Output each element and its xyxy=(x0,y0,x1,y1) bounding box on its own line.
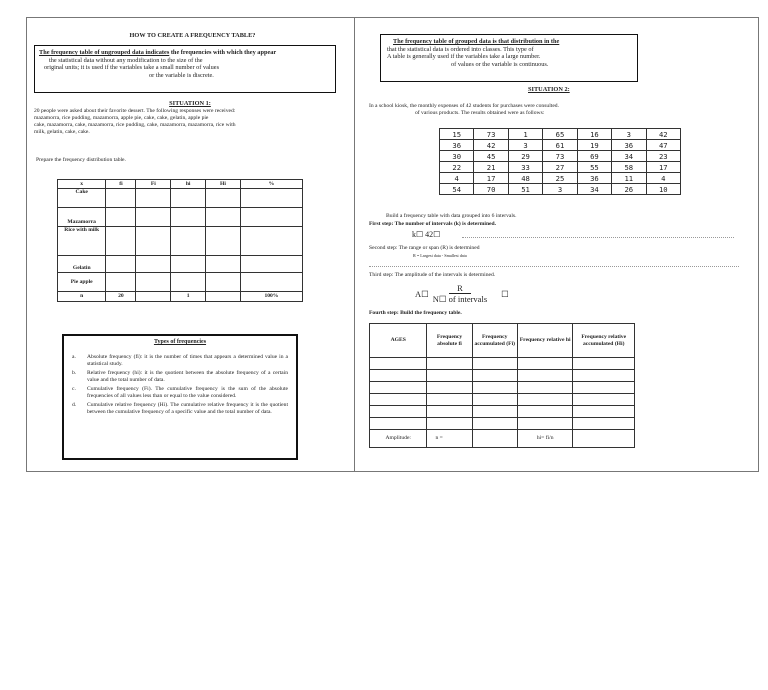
types-title: Types of frequencies xyxy=(153,339,207,345)
header-accumulated-Fi: Frequency accumulated (Fi) xyxy=(472,324,517,358)
situation1-heading: SITUATION 1: xyxy=(169,100,211,107)
amplitude-formula xyxy=(415,283,509,305)
situation1-line3: cake, mazamorra, cake, mazamorra, rice pudding, cake, mazamorra, mazamorra, rice with xyxy=(34,122,236,128)
amplitude-fraction xyxy=(433,283,487,305)
grouped-definition-box xyxy=(380,34,638,82)
grouped-definition-line2: that the statistical data is ordered into classes. This type of xyxy=(387,45,534,53)
ungrouped-definition-line4: or the variable is discrete. xyxy=(149,71,214,79)
k-answer-line xyxy=(462,237,734,238)
range-note: R = Largest data - Smallest data xyxy=(413,253,467,258)
header-percent: % xyxy=(240,180,302,189)
first-step: First step: The number of intervals (k) is determined. xyxy=(369,221,497,227)
amplitude-numerator: R xyxy=(449,283,471,294)
header-x: x xyxy=(58,180,106,189)
header-fi: fi xyxy=(106,180,136,189)
footer-n: n = xyxy=(427,430,472,448)
dessert-frequency-table xyxy=(57,179,303,302)
header-ages: AGES xyxy=(370,324,427,358)
list-item: a. Absolute frequency (fi): it is the number of times that appears a determined value in a statistical study. xyxy=(72,354,288,367)
header-relative-accumulated-Hi: Frequency relative accumulated (Hi) xyxy=(573,324,635,358)
situation2-text xyxy=(369,103,729,117)
types-list xyxy=(72,354,288,416)
grouped-definition-lead: The frequency table of grouped data is that distribution in the xyxy=(393,38,560,45)
row-label-rice-with-milk: Rice with milk xyxy=(58,227,106,256)
situation2-line2: of various products. The results obtained were as follows: xyxy=(415,110,545,116)
worksheet-title: HOW TO CREATE A FREQUENCY TABLE? xyxy=(129,32,256,39)
column-divider xyxy=(354,17,355,472)
k-formula: k☐ 42☐ xyxy=(412,230,441,239)
second-step: Second step: The range or span (R) is determined xyxy=(369,245,480,251)
situation1-line2: mazamorra, rice pudding, mazamorra, apple pie, cake, cake, gelatin, apple pie xyxy=(34,115,209,121)
header-Hi: Hi xyxy=(206,180,241,189)
range-answer-line xyxy=(369,266,739,267)
ungrouped-definition-lead: The frequency table of ungrouped data indicates xyxy=(39,49,170,56)
row-label-cake: Cake xyxy=(58,189,106,208)
total-hi: 1 xyxy=(171,292,206,302)
ungrouped-definition-box xyxy=(34,45,336,93)
list-item: c. Cumulative frequency (Fi). The cumulative frequency is the sum of the absolute frequencies of all values less than or equal to the value considered. xyxy=(72,386,288,399)
list-item: b. Relative frequency (hi): it is the quotient between the absolute frequency of a certain value and the total number of data. xyxy=(72,370,288,383)
types-of-frequencies-box xyxy=(62,334,298,460)
ungrouped-definition-rest: the frequencies with which they appear xyxy=(169,49,277,56)
total-label: n xyxy=(58,292,106,302)
situation1-line4: milk, gelatin, cake, cake. xyxy=(34,129,90,135)
amplitude-a: A☐ xyxy=(415,288,429,299)
situation2-line1: In a school kiosk, the monthly expenses of 42 students for purchases were consulted. xyxy=(369,103,559,109)
amplitude-denominator: N☐ of intervals xyxy=(432,294,488,304)
amplitude-label: Amplitude: xyxy=(370,430,427,448)
build-instruction: Build a frequency table with data grouped into 6 intervals. xyxy=(386,213,517,219)
footer-hi: hi= fi/n xyxy=(517,430,573,448)
header-relative-hi: Frequency relative hi xyxy=(517,324,573,358)
situation2-heading: SITUATION 2: xyxy=(528,86,570,93)
situation1-line1: 20 people were asked about their favorite dessert. The following responses were received: xyxy=(34,108,236,114)
grouped-definition-line4: of values or the variable is continuous. xyxy=(451,60,549,68)
total-percent: 100% xyxy=(240,292,302,302)
situation1-instruction: Prepare the frequency distribution table. xyxy=(36,157,126,163)
amplitude-result-box: ☐ xyxy=(501,288,509,299)
total-fi: 20 xyxy=(106,292,136,302)
header-hi: hi xyxy=(171,180,206,189)
fourth-step: Fourth step: Build the frequency table. xyxy=(369,310,462,316)
header-Fi: Fi xyxy=(136,180,171,189)
expenses-data-grid: 15 73 1 65 16 3 42 36 42 3 61 19 36 47 30 45 29 73 69 34 23 22 21 33 27 55 58 17 4 17 48 25 36 11 4 54 70 51 3 34 26 10 xyxy=(439,128,681,195)
row-label-gelatin: Gelatin xyxy=(58,256,106,273)
grouped-definition-line3: A table is generally used if the variables take a large number. xyxy=(387,53,541,61)
grouped-frequency-table xyxy=(369,323,635,448)
row-label-mazamorra: Mazamorra xyxy=(58,208,106,227)
ungrouped-definition-line2: the statistical data without any modification to the size of the xyxy=(49,56,203,64)
third-step: Third step: The amplitude of the intervals is determined. xyxy=(369,272,496,278)
list-item: d. Cumulative relative frequency (Hi). The cumulative relative frequency it is the quotient between the cumulative frequency of a specific value and the total number of data. xyxy=(72,402,288,415)
header-absolute-fi: Frequency absolute fi xyxy=(427,324,472,358)
ungrouped-definition-line3: original units; it is used if the variables take a small number of values xyxy=(44,64,220,72)
situation1-text xyxy=(34,108,334,136)
row-label-pie-apple: Pie apple xyxy=(58,273,106,292)
